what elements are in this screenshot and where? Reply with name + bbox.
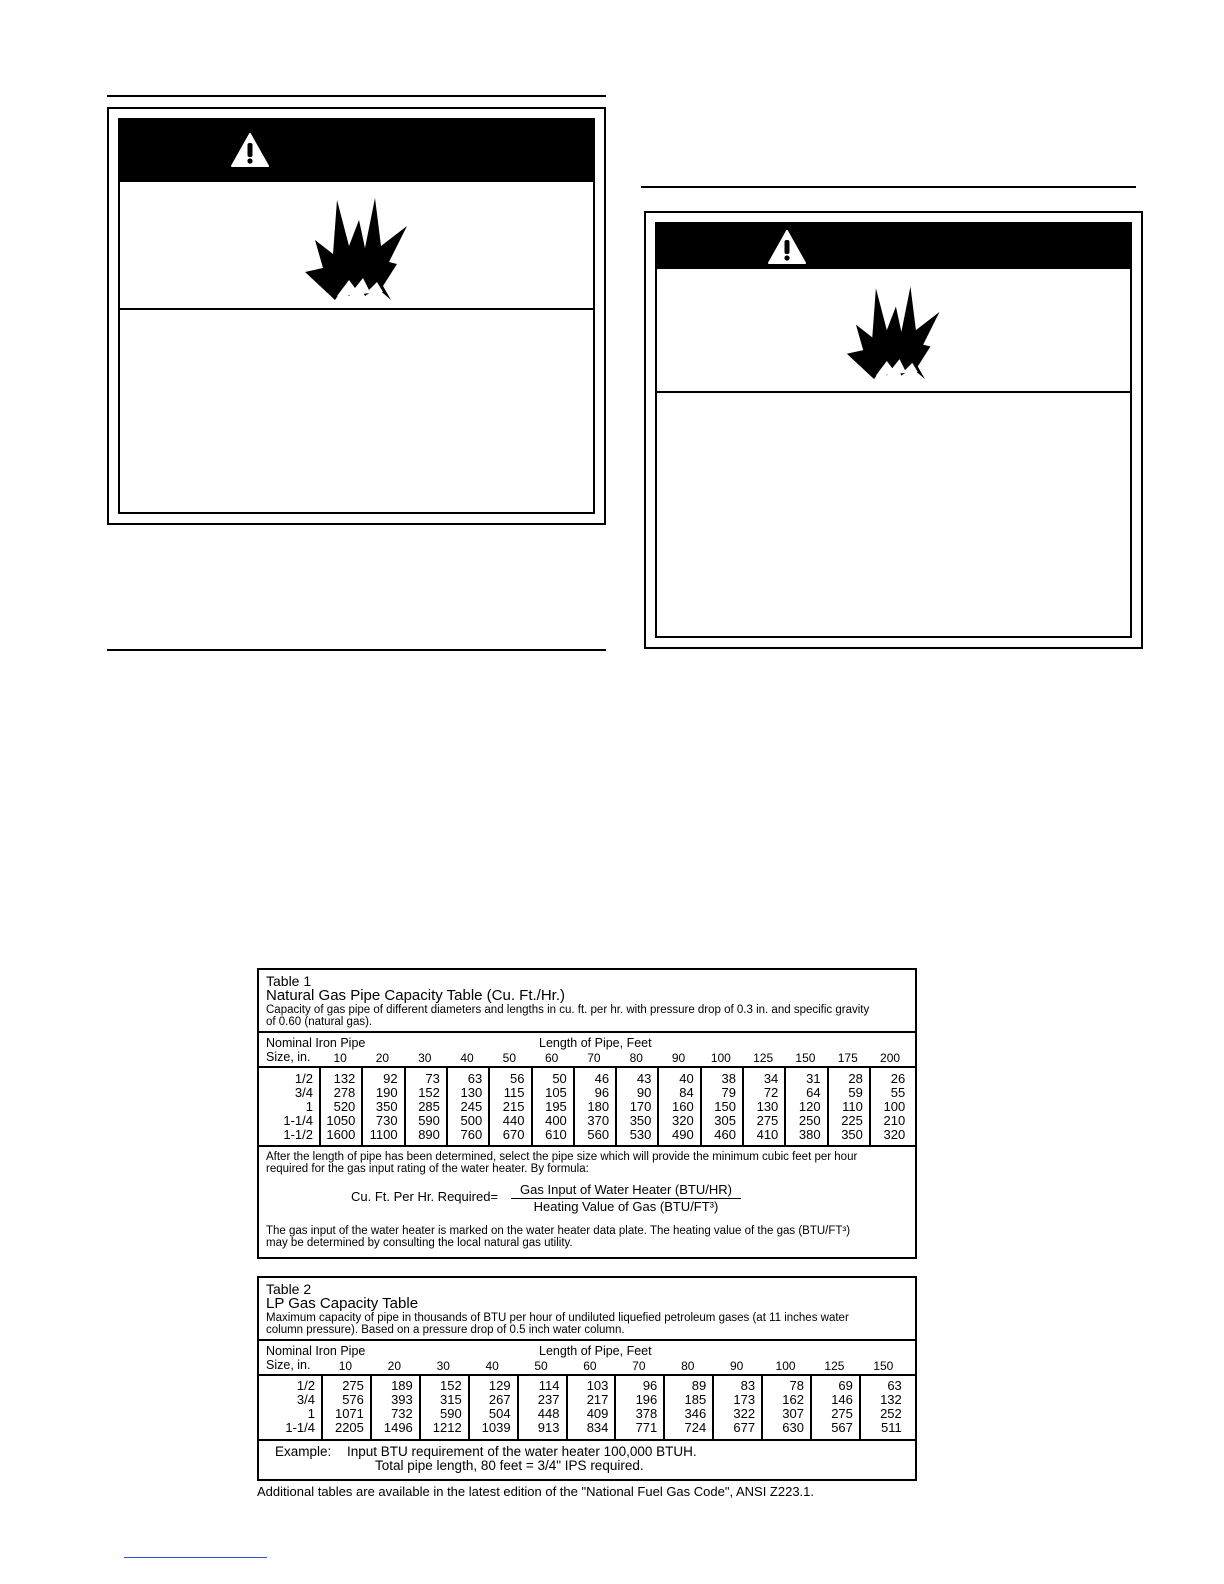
- capacity-column: [319, 1072, 355, 1142]
- capacity-cell: 275: [756, 1113, 779, 1128]
- length-header: Length of Pipe, Feet: [539, 1344, 652, 1358]
- capacity-cell: 1600: [326, 1127, 356, 1142]
- capacity-cell: 225: [841, 1113, 863, 1128]
- capacity-cell: 350: [841, 1127, 863, 1142]
- capacity-cell: 34: [763, 1071, 779, 1086]
- pipe-size-cell: 1-1/4: [283, 1113, 313, 1128]
- capacity-column: [810, 1379, 853, 1435]
- capacity-cell: 130: [460, 1085, 483, 1100]
- pipe-size-column: [259, 1379, 315, 1435]
- capacity-cell: 724: [684, 1420, 707, 1435]
- capacity-column: [446, 1072, 482, 1142]
- length-column-header: 100: [710, 1051, 731, 1065]
- capacity-column: [761, 1379, 804, 1435]
- capacity-cell: 460: [714, 1127, 736, 1142]
- length-column-header: 10: [333, 1051, 347, 1065]
- capacity-cell: 245: [460, 1099, 483, 1114]
- capacity-cell: 55: [890, 1085, 906, 1100]
- table-description: Maximum capacity of pipe in thousands of BTU per hour of undiluted liquefied petroleum gases (at 11 inches water: [266, 1312, 849, 1324]
- capacity-cell: 152: [439, 1378, 462, 1393]
- capacity-cell: 50: [552, 1071, 567, 1086]
- capacity-column: [700, 1072, 736, 1142]
- capacity-column: [566, 1379, 609, 1435]
- length-column-header: 80: [681, 1359, 695, 1373]
- capacity-cell: 130: [756, 1099, 779, 1114]
- capacity-cell: 567: [831, 1420, 853, 1435]
- capacity-cell: 440: [502, 1113, 525, 1128]
- capacity-cell: 56: [510, 1071, 525, 1086]
- capacity-cell: 120: [798, 1099, 821, 1114]
- capacity-cell: 1100: [369, 1127, 398, 1142]
- capacity-cell: 278: [333, 1085, 356, 1100]
- pipe-size-header: Size, in.: [266, 1358, 311, 1372]
- capacity-column: [517, 1379, 560, 1435]
- capacity-cell: 132: [880, 1392, 902, 1407]
- capacity-cell: 250: [798, 1113, 821, 1128]
- capacity-cell: 1212: [432, 1420, 462, 1435]
- section-rule-bottom-left: [107, 649, 606, 651]
- capacity-cell: 610: [545, 1127, 567, 1142]
- capacity-column: [827, 1072, 863, 1142]
- capacity-cell: 92: [383, 1071, 398, 1086]
- capacity-cell: 115: [503, 1085, 525, 1100]
- pipe-size-cell: 1/2: [294, 1071, 313, 1086]
- length-column-header: 125: [753, 1051, 774, 1065]
- pipe-size-cell: 3/4: [296, 1392, 315, 1407]
- capacity-cell: 285: [418, 1099, 440, 1114]
- capacity-column: [321, 1379, 364, 1435]
- length-column-header: 20: [387, 1359, 402, 1373]
- capacity-column: [488, 1072, 524, 1142]
- capacity-cell: 83: [740, 1378, 756, 1393]
- capacity-cell: 72: [763, 1085, 779, 1100]
- length-column-header: 90: [671, 1051, 686, 1065]
- capacity-cell: 630: [782, 1420, 804, 1435]
- length-column-header: 70: [587, 1051, 601, 1065]
- capacity-cell: 90: [636, 1085, 652, 1100]
- pipe-size-cell: 1: [307, 1406, 315, 1421]
- capacity-cell: 410: [756, 1127, 779, 1142]
- capacity-cell: 520: [333, 1099, 356, 1114]
- capacity-cell: 393: [391, 1392, 413, 1407]
- length-column-header: 150: [873, 1359, 894, 1373]
- pipe-size-header: Size, in.: [266, 1050, 311, 1064]
- capacity-cell: 370: [587, 1113, 610, 1128]
- length-column-header: 30: [436, 1359, 450, 1373]
- capacity-column: [657, 1072, 693, 1142]
- table-label: Table 2: [266, 1281, 312, 1297]
- capacity-cell: 64: [806, 1085, 821, 1100]
- lp-gas-capacity-table: [257, 1276, 917, 1481]
- capacity-column: [370, 1379, 413, 1435]
- table-description: column pressure). Based on a pressure drop of 0.5 inch water column.: [266, 1324, 625, 1336]
- capacity-cell: 38: [721, 1071, 736, 1086]
- capacity-cell: 210: [883, 1113, 906, 1128]
- pipe-size-cell: 1-1/2: [283, 1127, 313, 1142]
- capacity-cell: 490: [671, 1127, 694, 1142]
- section-rule-top-left: [107, 95, 606, 97]
- length-column-header: 70: [632, 1359, 646, 1373]
- capacity-cell: 170: [629, 1099, 652, 1114]
- formula-note: may be determined by consulting the local natural gas utility.: [266, 1237, 573, 1249]
- table-description: Capacity of gas pipe of different diameters and lengths in cu. ft. per hr. with pressure drop of 0.3 in. and specific gravity: [266, 1004, 870, 1016]
- capacity-cell: 28: [848, 1071, 863, 1086]
- length-column-header: 50: [534, 1359, 548, 1373]
- capacity-column: [531, 1072, 567, 1142]
- capacity-cell: 2205: [334, 1420, 364, 1435]
- pipe-size-cell: 3/4: [294, 1085, 313, 1100]
- capacity-cell: 217: [586, 1392, 609, 1407]
- capacity-column: [361, 1072, 397, 1142]
- capacity-cell: 89: [691, 1378, 707, 1393]
- capacity-cell: 560: [587, 1127, 610, 1142]
- pipe-size-cell: 1-1/4: [285, 1420, 315, 1435]
- capacity-cell: 380: [798, 1127, 821, 1142]
- natural-gas-capacity-table: [257, 968, 917, 1259]
- capacity-cell: 504: [488, 1406, 511, 1421]
- capacity-cell: 105: [545, 1085, 567, 1100]
- capacity-cell: 267: [488, 1392, 511, 1407]
- capacity-cell: 73: [425, 1071, 440, 1086]
- capacity-cell: 448: [537, 1406, 560, 1421]
- capacity-cell: 46: [594, 1071, 610, 1086]
- capacity-cell: 40: [679, 1071, 694, 1086]
- capacity-cell: 511: [881, 1420, 902, 1435]
- footnote-link-underline: [124, 1557, 267, 1558]
- capacity-cell: 190: [375, 1085, 398, 1100]
- section-rule-top-right: [641, 186, 1136, 188]
- capacity-cell: 1071: [334, 1406, 364, 1421]
- length-column-header: 90: [729, 1359, 744, 1373]
- capacity-cell: 69: [838, 1378, 853, 1393]
- length-header: Length of Pipe, Feet: [539, 1036, 652, 1050]
- pipe-size-header: Nominal Iron Pipe: [266, 1036, 366, 1050]
- length-column-header: 40: [460, 1051, 474, 1065]
- pipe-size-cell: 1: [305, 1099, 313, 1114]
- explosion-icon: [845, 281, 945, 381]
- capacity-cell: 913: [537, 1420, 560, 1435]
- capacity-cell: 305: [714, 1113, 736, 1128]
- length-column-header: 60: [583, 1359, 597, 1373]
- capacity-column: [468, 1379, 511, 1435]
- length-column-header: 60: [544, 1051, 559, 1065]
- capacity-cell: 146: [831, 1392, 853, 1407]
- capacity-cell: 84: [679, 1085, 694, 1100]
- capacity-cell: 196: [635, 1392, 658, 1407]
- capacity-cell: 160: [671, 1099, 694, 1114]
- capacity-cell: 322: [733, 1406, 756, 1421]
- capacity-cell: 530: [629, 1127, 652, 1142]
- capacity-cell: 307: [782, 1406, 804, 1421]
- table-label: Table 1: [266, 973, 312, 989]
- capacity-column: [615, 1072, 651, 1142]
- capacity-cell: 43: [636, 1071, 652, 1086]
- capacity-cell: 834: [586, 1420, 609, 1435]
- capacity-cell: 162: [782, 1392, 804, 1407]
- capacity-cell: 237: [537, 1392, 560, 1407]
- capacity-column: [404, 1072, 440, 1142]
- capacity-column: [712, 1379, 755, 1435]
- capacity-cell: 100: [883, 1099, 906, 1114]
- capacity-cell: 150: [714, 1099, 736, 1114]
- capacity-column: [573, 1072, 609, 1142]
- capacity-cell: 26: [890, 1071, 906, 1086]
- warning-triangle-icon: [768, 230, 806, 264]
- capacity-cell: 400: [545, 1113, 567, 1128]
- length-column-header: 80: [629, 1051, 643, 1065]
- capacity-cell: 500: [460, 1113, 483, 1128]
- capacity-cell: 275: [342, 1378, 364, 1393]
- length-column-header: 50: [502, 1051, 517, 1065]
- capacity-cell: 590: [439, 1406, 462, 1421]
- capacity-cell: 350: [375, 1099, 398, 1114]
- capacity-cell: 275: [831, 1406, 853, 1421]
- capacity-cell: 409: [586, 1406, 609, 1421]
- length-column-header: 40: [485, 1359, 499, 1373]
- capacity-cell: 110: [842, 1099, 863, 1114]
- capacity-cell: 189: [391, 1378, 413, 1393]
- example-label: Example:: [275, 1444, 332, 1459]
- capacity-cell: 79: [721, 1085, 736, 1100]
- capacity-cell: 346: [684, 1406, 707, 1421]
- capacity-cell: 103: [586, 1378, 609, 1393]
- capacity-cell: 215: [502, 1099, 525, 1114]
- capacity-cell: 63: [887, 1378, 902, 1393]
- capacity-cell: 732: [391, 1406, 413, 1421]
- capacity-cell: 730: [375, 1113, 398, 1128]
- warning-header: [657, 224, 1130, 269]
- warning-triangle-icon: [231, 133, 269, 167]
- length-column-header: 30: [418, 1051, 432, 1065]
- capacity-cell: 129: [488, 1378, 511, 1393]
- capacity-cell: 180: [587, 1099, 610, 1114]
- capacity-cell: 185: [684, 1392, 707, 1407]
- capacity-column: [869, 1072, 905, 1142]
- capacity-column: [859, 1379, 902, 1435]
- formula-note: The gas input of the water heater is marked on the water heater data plate. The heating value of the gas (BTU/FT³): [266, 1225, 851, 1237]
- formula-numerator: Gas Input of Water Heater (BTU/HR): [520, 1182, 732, 1197]
- capacity-column: [419, 1379, 462, 1435]
- formula-label: Cu. Ft. Per Hr. Required=: [351, 1189, 499, 1204]
- table-title: Natural Gas Pipe Capacity Table (Cu. Ft./Hr.): [266, 987, 566, 1004]
- capacity-cell: 576: [342, 1392, 364, 1407]
- capacity-cell: 114: [538, 1378, 560, 1393]
- capacity-cell: 670: [502, 1127, 525, 1142]
- length-column-header: 100: [775, 1359, 796, 1373]
- formula-intro: required for the gas input rating of the water heater. By formula:: [266, 1163, 589, 1175]
- capacity-cell: 1496: [383, 1420, 413, 1435]
- warning-box-left: [107, 107, 606, 525]
- capacity-cell: 378: [635, 1406, 658, 1421]
- length-column-header: 125: [824, 1359, 845, 1373]
- length-column-header: 175: [837, 1051, 858, 1065]
- capacity-cell: 59: [848, 1085, 863, 1100]
- capacity-cell: 590: [418, 1113, 440, 1128]
- length-column-header: 10: [338, 1359, 353, 1373]
- capacity-cell: 890: [418, 1127, 440, 1142]
- capacity-cell: 315: [439, 1392, 462, 1407]
- warning-box-right: [644, 211, 1143, 649]
- capacity-cell: 78: [789, 1378, 804, 1393]
- capacity-cell: 760: [460, 1127, 483, 1142]
- warning-header: [120, 120, 593, 182]
- capacity-cell: 771: [635, 1420, 658, 1435]
- example-text: Input BTU requirement of the water heater 100,000 BTUH.: [347, 1444, 697, 1459]
- capacity-cell: 195: [545, 1099, 567, 1114]
- length-column-header: 20: [375, 1051, 390, 1065]
- capacity-cell: 152: [418, 1085, 440, 1100]
- length-column-header: 150: [795, 1051, 816, 1065]
- explosion-icon: [303, 192, 413, 302]
- formula-intro: After the length of pipe has been determined, select the pipe size which will provide the minimum cubic feet per hour: [266, 1151, 858, 1163]
- capacity-cell: 132: [333, 1071, 356, 1086]
- pipe-size-column: [259, 1072, 313, 1142]
- capacity-column: [663, 1379, 706, 1435]
- pipe-size-cell: 1/2: [296, 1378, 315, 1393]
- capacity-cell: 1039: [481, 1420, 511, 1435]
- capacity-cell: 31: [806, 1071, 821, 1086]
- capacity-column: [784, 1072, 820, 1142]
- capacity-cell: 320: [671, 1113, 694, 1128]
- capacity-cell: 63: [467, 1071, 483, 1086]
- formula-denominator: Heating Value of Gas (BTU/FT³): [533, 1199, 719, 1214]
- capacity-cell: 1050: [326, 1113, 356, 1128]
- capacity-cell: 96: [594, 1085, 610, 1100]
- capacity-cell: 252: [880, 1406, 902, 1421]
- capacity-column: [614, 1379, 657, 1435]
- capacity-column: [742, 1072, 778, 1142]
- table-title: LP Gas Capacity Table: [266, 1295, 419, 1312]
- capacity-cell: 173: [733, 1392, 756, 1407]
- capacity-cell: 677: [733, 1420, 756, 1435]
- table-description: of 0.60 (natural gas).: [266, 1016, 373, 1028]
- example-text: Total pipe length, 80 feet = 3/4" IPS required.: [375, 1458, 644, 1473]
- capacity-cell: 96: [642, 1378, 658, 1393]
- capacity-cell: 350: [629, 1113, 652, 1128]
- footer-note: Additional tables are available in the latest edition of the "National Fuel Gas Code", ANSI Z223.1.: [257, 1484, 815, 1499]
- pipe-size-header: Nominal Iron Pipe: [266, 1344, 366, 1358]
- capacity-cell: 320: [883, 1127, 906, 1142]
- length-column-header: 200: [880, 1051, 901, 1065]
